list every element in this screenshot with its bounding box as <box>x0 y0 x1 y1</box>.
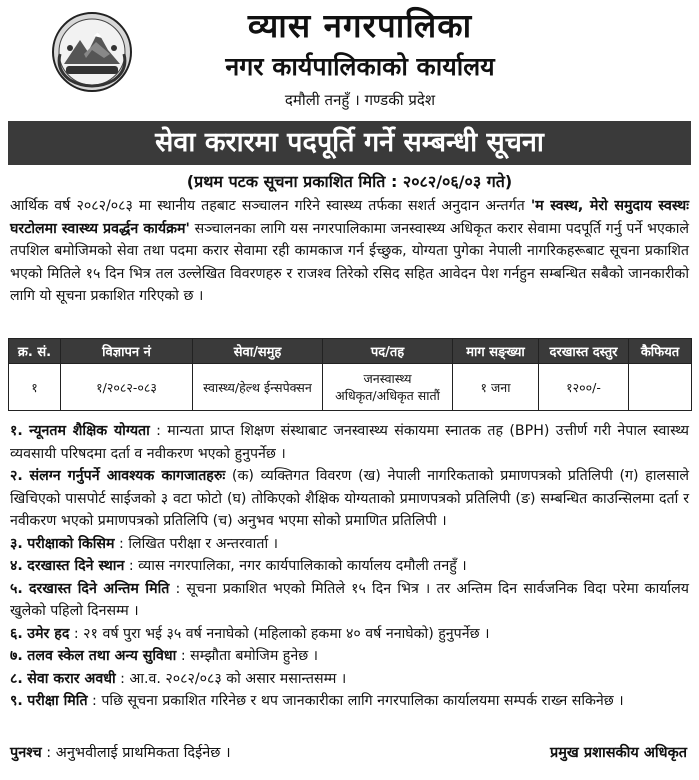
col-header-remarks: कैफियत <box>629 339 692 364</box>
requirement-item <box>10 578 689 623</box>
col-header-service: सेवा/समुह <box>193 339 323 364</box>
col-header-sn: क्र. सं. <box>9 339 61 364</box>
cell-service: स्वास्थ्य/हेल्थ ईन्सपेक्सन <box>193 364 323 411</box>
requirement-label: दरखास्त दिने अन्तिम मिति <box>28 580 170 597</box>
program-name: 'म स्वस्थ, मेरो समुदाय स्वस्थः घरटोलमा स्वास्थ्य प्रवर्द्धन कार्यक्रम' <box>10 198 690 237</box>
vacancy-table <box>8 338 692 411</box>
requirement-item <box>10 420 689 465</box>
requirement-text: : २१ वर्ष पुरा भई ३५ वर्ष ननाघेको (महिलाको हकमा ४० वर्ष ननाघेको) हुनुपर्नेछ । <box>69 625 490 642</box>
col-header-ad-no: विज्ञापन नं <box>61 339 193 364</box>
requirement-label: सेवा करार अवधी <box>27 670 116 687</box>
requirements-list <box>10 420 689 713</box>
requirement-item <box>10 668 689 691</box>
requirement-label: न्यूनतम शैक्षिक योग्यता <box>29 423 150 439</box>
requirement-item <box>10 555 689 578</box>
notice-title: सेवा करारमा पदपूर्ति गर्ने सम्बन्धी सूचना <box>8 121 691 165</box>
requirement-text: : सम्झौता बमोजिम हुनेछ । <box>176 648 319 664</box>
requirement-number: ६. <box>10 625 23 642</box>
organization-name: व्यास नगरपालिका <box>247 6 473 45</box>
requirement-number: ८. <box>10 670 23 687</box>
requirement-text: : आ.व. २०८२/०८३ को असार मसान्तसम्म । <box>115 670 347 687</box>
intro-text-1: आर्थिक वर्ष २०८२/०८३ मा स्थानीय तहबाट सञ्चालन गरिने स्वास्थ्य तर्फका सशर्त अनुदान अन्तर्गत <box>10 198 531 214</box>
postscript-label: पुनश्च <box>10 745 42 761</box>
requirement-label: परीक्षाको किसिम <box>27 535 115 552</box>
requirement-number: ३. <box>10 535 23 552</box>
cell-post <box>323 364 453 411</box>
cell-ad-no: १/२०८२-०८३ <box>61 364 193 411</box>
table-header-row <box>9 339 692 364</box>
requirement-item <box>10 465 689 533</box>
signatory: प्रमुख प्रशासकीय अधिकृत <box>550 745 687 761</box>
requirement-number: २. <box>10 468 23 484</box>
office-address: दमौली तनहुँ । गण्डकी प्रदेश <box>284 91 436 109</box>
requirement-label: दरखास्त दिने स्थान <box>27 558 125 574</box>
postscript-text: : अनुभवीलाई प्राथमिकता दिईनेछ । <box>41 745 231 761</box>
requirement-text: : मान्यता प्राप्त शिक्षण संस्थाबाट जनस्वास्थ्य संकायमा स्नातक तह (BPH) उत्तीर्ण गरी नेपाल स्वास्थ्य व्यवसायी परिषदमा दर्ता व नवीकरण भएको हुनुपर्नेछ । <box>10 423 690 462</box>
col-header-post: पद/तह <box>323 339 453 364</box>
publish-date: (प्रथम पटक सूचना प्रकाशित मिति : २०८२/०६/०३ गते) <box>186 172 513 191</box>
requirement-label: परीक्षा मिति <box>27 693 88 709</box>
table-row <box>9 364 692 411</box>
letterhead <box>0 0 699 120</box>
requirement-number: ९. <box>10 693 23 709</box>
cell-remarks <box>629 364 692 411</box>
cell-post-line2: अधिकृत/अधिकृत सातौं <box>335 388 440 403</box>
requirement-text: : सूचना प्रकाशित भएको मितिले १५ दिन भित्र । तर अन्तिम दिन सार्वजनिक विदा परेमा कार्यालय खुलेको पहिलो दिनसम्म । <box>10 580 689 619</box>
cell-post-line1: जनस्वास्थ्य <box>363 371 412 386</box>
footer <box>10 740 689 766</box>
col-header-demand: माग सङ्ख्या <box>453 339 539 364</box>
requirement-text: (क) व्यक्तिगत विवरण (ख) नेपाली नागरिकताको प्रमाणपत्रको प्रतिलिपी (ग) हालसाले खिचिएको पासपोर्ट साईजको ३ वटा फोटो (घ) तोकिएको शैक्षिक योग्यताको प्रमाणपत्रको प्रतिलिपी (ङ) सम्बन्धित काउन्सिलमा दर्ता र नवीकरण भएको प्रमाणपत्रको प्रतिलिपि (च) अनुभव भएमा सोको प्रमाणित प्रतिलिपी । <box>10 468 689 529</box>
intro-paragraph <box>10 195 689 308</box>
requirement-text: : लिखित परीक्षा र अन्तरवार्ता । <box>114 535 279 552</box>
requirement-item <box>10 623 689 646</box>
cell-sn: १ <box>9 364 61 411</box>
requirement-item <box>10 645 689 668</box>
intro-text-2: सञ्चालनका लागि यस नगरपालिकामा जनस्वास्थ्य अधिकृत करार सेवामा पदपूर्ति गर्नु पर्ने भएकाले तपशिल बमोजिमको सेवा तथा पदमा करार सेवामा रही कामकाज गर्न ईच्छुक, योग्यता पुगेका नेपाली नागरिकहरूबाट सूचना प्रकाशित भएको मितिले १५ दिन भित्र तल उल्लेखित विवरणहरु र राजश्व तिरेको रसिद सहित आवेदन पेश गर्नहुन सम्बन्धित सबैको जानकारीको लागि यो सूचना प्रकाशित गरिएको छ । <box>10 220 689 304</box>
requirement-label: उमेर हद <box>27 625 70 642</box>
requirement-item <box>10 690 689 713</box>
office-name: नगर कार्यपालिकाको कार्यालय <box>225 52 495 81</box>
requirement-number: ५. <box>10 580 23 597</box>
cell-demand: १ जना <box>453 364 539 411</box>
requirement-text: : पछि सूचना प्रकाशित गरिनेछ र थप जानकारीका लागि नगरपालिका कार्यालयमा सम्पर्क राख्न सकिनेछ । <box>87 693 624 709</box>
requirement-number: ७. <box>10 648 23 664</box>
requirement-number: ४. <box>10 558 23 574</box>
requirement-item <box>10 533 689 556</box>
requirement-label: तलव स्केल तथा अन्य सुविधा <box>27 648 177 664</box>
nepal-emblem-icon <box>50 10 134 94</box>
col-header-fee: दरखास्त दस्तुर <box>539 339 629 364</box>
requirement-label: संलग्न गर्नुपर्ने आवश्यक कागजातहरुः <box>29 468 226 484</box>
requirement-number: १. <box>10 423 23 439</box>
requirement-text: : व्यास नगरपालिका, नगर कार्यपालिकाको कार्यालय दमौली तनहुँ । <box>124 558 467 574</box>
cell-fee: १२००/- <box>539 364 629 411</box>
